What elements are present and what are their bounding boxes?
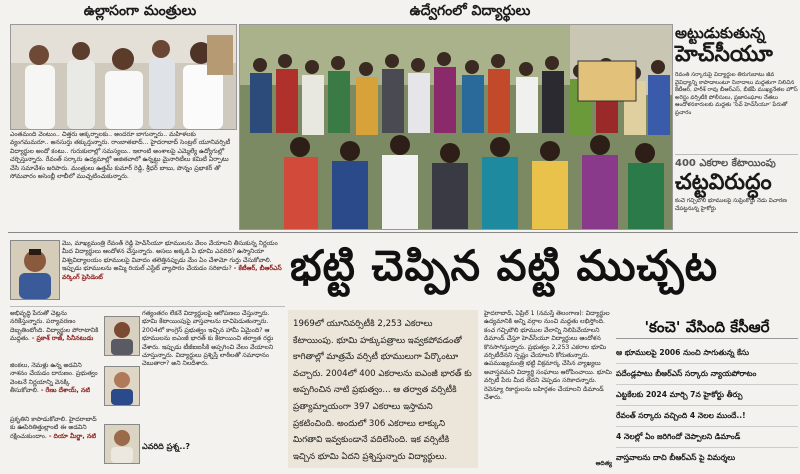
kanche-line: ఆ భూములపై 2006 నుంచి సాగుతున్న కేసు — [616, 343, 798, 364]
quote-block-1 — [10, 310, 100, 354]
quote-2-attribution: - రేణు దేశాయ్, నటి — [40, 387, 91, 395]
quote-1-text: అభివృద్ధి పేరుతో చెట్లను నరికేస్తున్నారు. పర్యావరణం దెబ్బతింటోంది. విద్యార్థుల పోరాటానికి మద్దతు. — [10, 310, 99, 343]
quote-2-text: జింకలు, నెమళ్లు ఉన్న అడవిని నాశనం చేయడం దారుణం. ప్రభుత్వం వెంటనే నిర్ణయాన్ని వెనక్కి తీసుకోవాలి. — [10, 362, 98, 395]
quote-1-photo — [104, 316, 140, 356]
kanche-line: పదేండ్లపాటు బీఆర్ఎస్ సర్కారు న్యాయపోరాటం — [616, 364, 798, 385]
kanche-line: వాస్తవాలను దాచి బీఆర్ఎస్ పై విమర్శలు — [616, 453, 736, 462]
quote-block-2 — [10, 362, 100, 406]
right-divider — [675, 154, 798, 155]
column-b-box — [288, 310, 478, 468]
allotment-subhead: 400 ఎకరాల కేటాయింపు — [675, 158, 776, 169]
section-caption-ministers: ఉల్లాసంగా మంత్రులు — [83, 3, 197, 19]
kanche-headline: 'కంచె' వేసింది కేసీఆరే — [616, 316, 798, 339]
kanche-line: రేవంత్ సర్కారు వచ్చింది 4 నెలల ముందే..! — [616, 406, 798, 427]
ministers-story-text: ఎంతమంది వెంటుం.. చిత్తరు అక్కర్నాలకు.. అందరూ బాగున్నారు.. మహిళలకు వ్యంగమమరూ.. అనసుర్తు తక్కుర్తున్నారు. రాంబాతబాద్... హైదరాబాద్ సెంట్రల్ యూనివర్సిటీ విద్యార్థుల అందో కంటు.. గురుకులాల్లో సమస్యలు.. ఇలాంటి అంశాలపై ఎమ్మెల్యే ఉద్యోగుల్లో చర్చిస్తున్నారు. రేవంత్ సర్కారు ఉద్యమాల్లో అజితవాలో ఉన్నట్టు మైనారిటీలు కమిటీ ఏర్పాటు చేసి సమావేశం జరిపారు. మంత్రులు ఉత్తమ్ కుమార్ రెడ్డి, శ్రీధర్ బాబు, పొన్నం ప్రభాకర్ తో సోమవారం అసెంబ్లీ లాబీలో ముచ్చటించుకున్నారు. — [10, 131, 231, 181]
ktr-quote — [62, 240, 284, 304]
column-a-text: గత్యంతరం లేకనే విద్యార్థులపై ఆరోపణలు చేస్తున్నారు. భూమి కేటాయింపుపై వాస్తవాలను దాచిపెడుతున్నారు. 2004లో కాంగ్రెస్ ప్రభుత్వం ఇచ్చిన హామీ ఏమైంది? ఆ భూములను ఐఎంజీ భారత్ కు కేటాయించి తర్వాత రద్దు చేశారు. ఇప్పుడు టీజీఐఐసీకి అప్పగించి వేలం వేయాలని చూస్తున్నారు. విద్యార్థులు ప్రశ్నిస్తే లాఠీలతో సమాధానం చెబుతారా? అని నిలదీశారు. — [142, 310, 274, 368]
ktr-quote-text: మొ, మాఖ్యమంత్రి రేవంత్ రెడ్డి హెచ్‌సీయూ భూములను వేలం వేయాలని తీసుకున్న నిర్ణయం మీద విద్యార్థులు ఆందోళన చేస్తున్నారు. అసలు అక్కడి ఏ భూమి ఎవరిది? ఉస్మానియా విశ్వవిద్యాలయం భూములపై వివాదం తలెత్తినప్పుడు మేం ఏం చేశామో గుర్తు చేసుకోవాలి. ఇప్పుడు భూములను అమ్మి రియల్ ఎస్టేట్ వ్యాపారం చేయడం సరికాదు? — [62, 240, 278, 273]
ministers-photo — [10, 24, 237, 130]
kanche-line: ఎట్టకేలకు 2024 మార్చి 7న హైకోర్టు తీర్పు — [616, 385, 798, 406]
ktr-quote-attribution: - కేటీఆర్, బీఆర్ఎస్ వర్కింగ్ ప్రెసిడెంట్ — [62, 265, 282, 281]
kanche-line: 4 నెలల్లో ఏం జరిగిందో చెప్పాలని డిమాండ్ — [616, 427, 798, 448]
page-divider — [8, 232, 798, 233]
hcu-headline-line1: అట్టుడుకుతున్న — [675, 24, 765, 42]
column-a-subhead: ఎవరిది ప్రశ్న..? — [142, 442, 191, 451]
left-divider-1 — [10, 306, 285, 307]
quote-block-3 — [10, 416, 100, 468]
column-c-signoff: ఆదిత్య — [595, 460, 612, 467]
hcu-story-bullets: రేవంత్ సర్కారుపై విద్యార్థుల తిరుగుబాటు జీవ వైవిధ్యాన్ని కాపాడాలంటూ నినాదాలు మద్దతుగా నిలిచిన కేటీఆర్, హరీశ్ రావు బీఆర్ఎస్, బీజేపీ ముఖ్యనేతల హౌస్ అరెస్టు వర్సిటీకి పోలీసులు, ప్రజాసంఘాల నేతలు ఆందోళనకారులకు మద్దతు 'సేవ్ హెచ్‌సీయూ' పేరుతో ప్రచారం — [675, 72, 798, 116]
kanche-box — [616, 316, 798, 468]
column-c-text: హైదరాబాద్, ఏప్రిల్ 1 (నమస్తే తెలంగాణ): విద్యార్థుల ఉద్యమానికి అన్ని వర్గాల నుంచి మద్దతు లభిస్తోంది. కంచ గచ్చిబౌలి భూముల వేలాన్ని నిలిపివేయాలని డిమాండ్ చేస్తూ హెచ్‌సీయూ విద్యార్థులు ఆందోళన కొనసాగిస్తున్నారు. ప్రభుత్వం 2,253 ఎకరాల భూమి వర్సిటీదేనని స్పష్టం చేయాలని కోరుతున్నారు. ఉపముఖ్యమంత్రి భట్టి విక్రమార్క చేసిన వ్యాఖ్యలు అవాస్తవమని విద్యార్థి సంఘాలు ఆరోపించాయి. భూమి వర్సిటీ పేరు మీద లేదని చెప్పడం సరికాదన్నారు. రెవెన్యూ రికార్డులను బహిర్గతం చేయాలని డిమాండ్ చేశారు. — [484, 310, 612, 402]
allotment-text: కంచె గచ్చిబౌలి భూములపై సుప్రీంకోర్టు నేడు విచారణ చేపట్టనున్న హైకోర్టు — [675, 198, 787, 212]
section-caption-students: ఉద్వేగంలో విద్యార్థులు — [409, 3, 531, 19]
allotment-headline: చట్టవిరుద్ధం — [675, 170, 772, 195]
quote-2-photo — [104, 366, 140, 406]
quote-3-photo — [104, 424, 140, 464]
quote-1-attribution: - ప్రకాశ్ రాజ్, సినీనటుడు — [31, 335, 94, 343]
illegal-allotment-box — [675, 157, 798, 227]
hcu-headline-line2: హెచ్‌సీయూ — [675, 42, 773, 67]
hcu-story-box — [675, 24, 798, 154]
column-b-text: 1969లో యూనివర్సిటీకి 2,253 ఎకరాలు కేటాయింపు. భూమి హక్కుపత్రాలు ఇవ్వకపోవడంతో కాగితాల్లో మాత్రమే వర్సిటీ భూములుగా పేర్కొంటూ వచ్చారు. 2004లో 400 ఎకరాలను ఐఎంజీ భారత్ కు అప్పగించిన నాటి ప్రభుత్వం... ఆ తర్వాత వర్సిటీకి ప్రత్యామ్నాయంగా 397 ఎకరాలు ఇస్తామని ప్రకటించింది. అందులో 306 ఎకరాలు లాక్కుని మిగతావి ఇవ్వకుండానే వదిలేసింది. ఇక వర్సిటీకి ఇచ్చిన భూమి ఏదని ప్రశ్నిస్తున్నారు విద్యార్థులు. — [293, 319, 472, 462]
quote-3-attribution: - దియా మీర్జా, నటి — [48, 432, 96, 440]
quote-3-text: ప్రకృతిని కాపాడుకోవాలి. హైదరాబాద్ కు ఊపిరితిత్తుల్లాంటి ఈ అడవిని రక్షించుకుందాం. — [10, 416, 97, 440]
ktr-photo — [10, 240, 60, 300]
students-protest-photo — [239, 24, 673, 230]
main-headline: భట్టి చెప్పిన వట్టి ముచ్చట — [290, 241, 719, 290]
